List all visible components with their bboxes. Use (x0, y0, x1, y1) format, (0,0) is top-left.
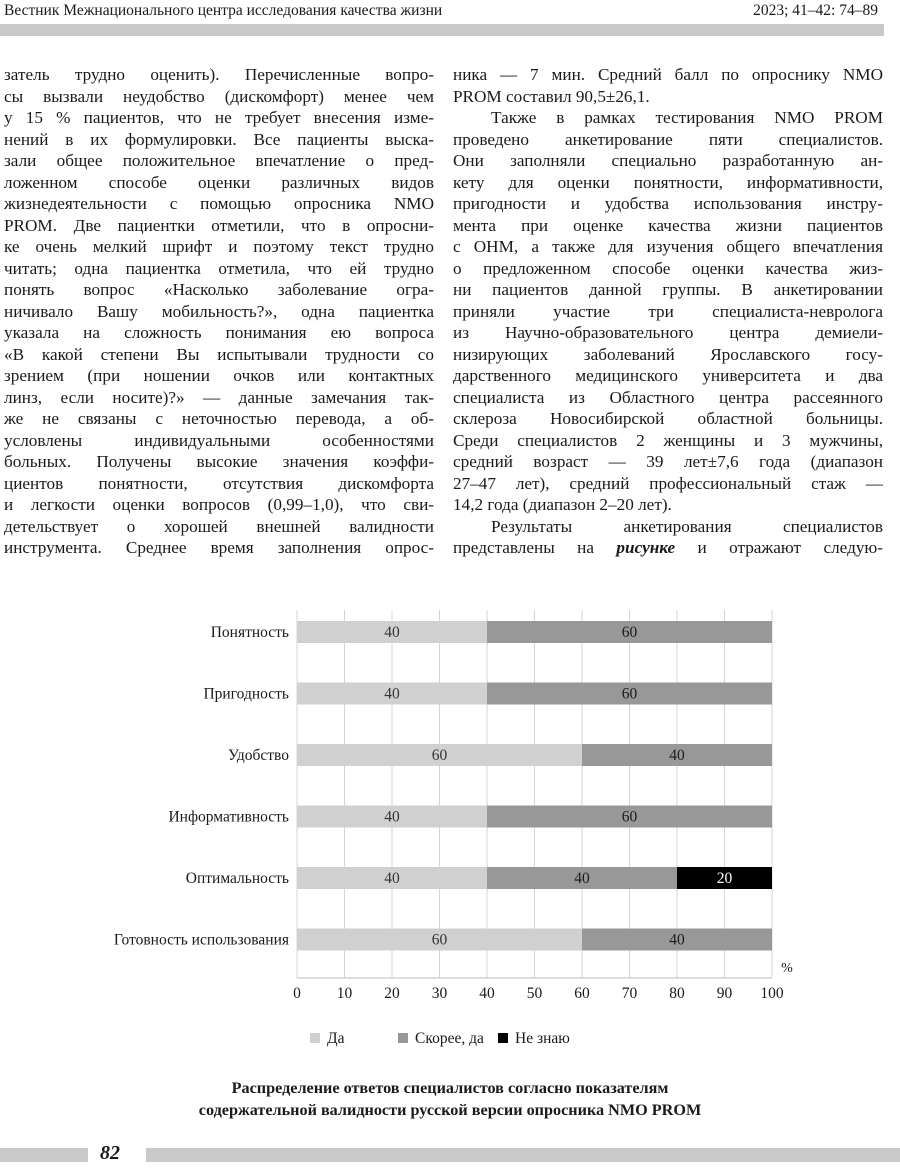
legend-swatch (310, 1033, 320, 1043)
data-label: 40 (384, 808, 400, 826)
text-line: Результаты анкетирования специалистов (491, 516, 883, 536)
running-header (0, 0, 900, 22)
text-line: «В какой степени Вы испытывали трудности со (4, 344, 434, 364)
text-fragment: представлены на (453, 538, 617, 557)
x-tick-label: 90 (716, 985, 733, 1002)
right-text-column (453, 64, 883, 559)
text-line: ничивало Вашу мобильность?», одна пациентка (4, 301, 434, 321)
data-label: 40 (669, 747, 685, 764)
text-line: читать; одна пациентка отметила, что ей трудно (4, 258, 434, 278)
x-tick-label: 80 (669, 985, 685, 1002)
journal-title: Вестник Межнационального центра исследования качества жизни (4, 2, 443, 19)
text-line: линз, если носите)?» — данные замечания так- (4, 387, 434, 407)
text-fragment: и отражают следую- (675, 538, 883, 557)
stacked-bar-chart (0, 590, 900, 1070)
text-line: ни пациентов данной группы. В анкетировании (453, 280, 883, 299)
text-line: PROM составил 90,5±26,1. (453, 86, 650, 106)
page-number: 82 (100, 1142, 120, 1164)
text-line: ложенном способе оценки различных видов (4, 172, 434, 192)
text-line: о предложенном способе оценки качества жиз- (453, 258, 883, 278)
x-tick-label: 70 (621, 985, 638, 1002)
x-unit-label: % (781, 961, 793, 976)
footer-rule-left (0, 1148, 88, 1162)
caption-line: содержательной валидности русской версии опросника NMO PROM (198, 1101, 702, 1119)
text-line: больных. Получены высокие значения коэффи- (4, 452, 434, 471)
text-line: проведено анкетирование пяти специалистов. (453, 129, 883, 149)
x-tick-label: 10 (336, 985, 353, 1002)
text-line: зали общее положительное впечатление о пред- (4, 151, 434, 170)
category-label: Информативность (168, 808, 289, 826)
text-line: ника — 7 мин. Средний балл по опроснику NMO (453, 65, 883, 84)
data-label: 60 (621, 685, 638, 703)
text-line: 14,2 года (диапазон 2–20 лет). (453, 495, 672, 514)
category-label: Удобство (228, 747, 289, 764)
text-line: средний возраст — 39 лет±7,6 года (диапазон (453, 452, 883, 471)
x-tick-label: 60 (574, 985, 590, 1002)
x-tick-label: 50 (526, 985, 543, 1002)
legend-swatch (498, 1033, 508, 1043)
text-line: мента при оценке качества жизни пациентов (453, 215, 883, 235)
text-line: жизнедеятельности с помощью опросника NMO (4, 194, 434, 213)
text-line: сы вызвали неудобство (дискомфорт) менее чем (4, 86, 434, 106)
figure-caption (0, 1077, 900, 1121)
legend-label: Скорее, да (415, 1030, 484, 1047)
data-label: 40 (384, 870, 400, 887)
data-label: 40 (384, 624, 400, 641)
text-line: из Научно-образовательного центра демиели- (453, 323, 883, 342)
data-label: 60 (431, 747, 448, 764)
text-line: PROM. Две пациентки отметили, что в опросни- (4, 215, 434, 235)
legend-label: Не знаю (515, 1030, 570, 1047)
text-line: склероза Новосибирской областной больницы. (453, 409, 883, 428)
data-label: 60 (621, 624, 638, 641)
text-line: дарственного медицинского университета и два (453, 366, 883, 385)
text-line: Они заполняли специально разработанную ан- (453, 151, 883, 170)
text-line: ке очень мелкий шрифт и поэтому текст трудно (4, 237, 434, 256)
text-line: детельствует о хорошей внешней валидности (4, 516, 434, 536)
text-line: понять вопрос «Насколько заболевание огра- (4, 280, 434, 299)
text-line: 27–47 лет), средний профессиональный стаж — (453, 473, 883, 493)
text-line: нений в их формулировки. Все пациенты выска- (4, 129, 434, 149)
text-line: пригодности и удобства использования инстру- (453, 194, 883, 213)
category-label: Оптимальность (185, 870, 289, 887)
text-line: затель трудно оценить). Перечисленные вопро- (4, 65, 434, 84)
data-label: 20 (716, 870, 733, 887)
x-tick-label: 0 (293, 985, 301, 1002)
data-label: 40 (384, 685, 400, 703)
x-tick-label: 20 (384, 985, 400, 1002)
text-line: Среди специалистов 2 женщины и 3 мужчины, (453, 430, 883, 450)
x-tick-label: 40 (479, 985, 495, 1002)
x-tick-label: 100 (760, 985, 784, 1002)
x-tick-label: 30 (431, 985, 448, 1002)
citation: 2023; 41–42: 74–89 (753, 2, 878, 19)
footer-rule-right (146, 1148, 900, 1162)
category-label: Готовность использования (113, 931, 289, 949)
data-label: 40 (669, 931, 685, 949)
caption-line: Распределение ответов специалистов согласно показателям (231, 1079, 669, 1097)
text-line: указала на сложность понимания ею вопроса (4, 323, 434, 342)
text-line: зрением (при ношении очков или контактных (4, 366, 434, 385)
data-label: 60 (621, 808, 638, 826)
left-text-column (4, 64, 434, 559)
text-line: у 15 % пациентов, что не требует внесения изме- (4, 108, 434, 127)
legend-swatch (398, 1033, 408, 1043)
text-line: кету для оценки понятности, информативности, (453, 172, 883, 192)
legend-label: Да (327, 1030, 345, 1047)
text-line: приняли участие три специалиста-невролога (453, 301, 883, 321)
text-line: же не связаны с неточностью перевода, а об- (4, 409, 434, 428)
header-rule (0, 24, 884, 36)
data-label: 40 (574, 870, 590, 887)
text-line: и легкости оценки вопросов (0,99–1,0), что сви- (4, 495, 434, 514)
text-line: специалиста из Областного центра рассеянного (453, 387, 883, 407)
text-line: инструмента. Среднее время заполнения опрос- (4, 538, 434, 557)
text-line (453, 537, 883, 559)
figure-reference: рисунке (616, 538, 676, 557)
text-line: условлены индивидуальными особенностями (4, 430, 434, 450)
text-line: циентов понятности, отсутствия дискомфорта (4, 473, 434, 493)
text-line: Также в рамках тестирования NMO PROM (491, 108, 883, 127)
text-line: с ОНМ, а также для изучения общего впечатления (453, 237, 883, 256)
text-line: низирующих заболеваний Ярославского госу- (453, 344, 883, 364)
category-label: Пригодность (203, 685, 289, 703)
category-label: Понятность (210, 624, 289, 641)
data-label: 60 (431, 931, 448, 949)
